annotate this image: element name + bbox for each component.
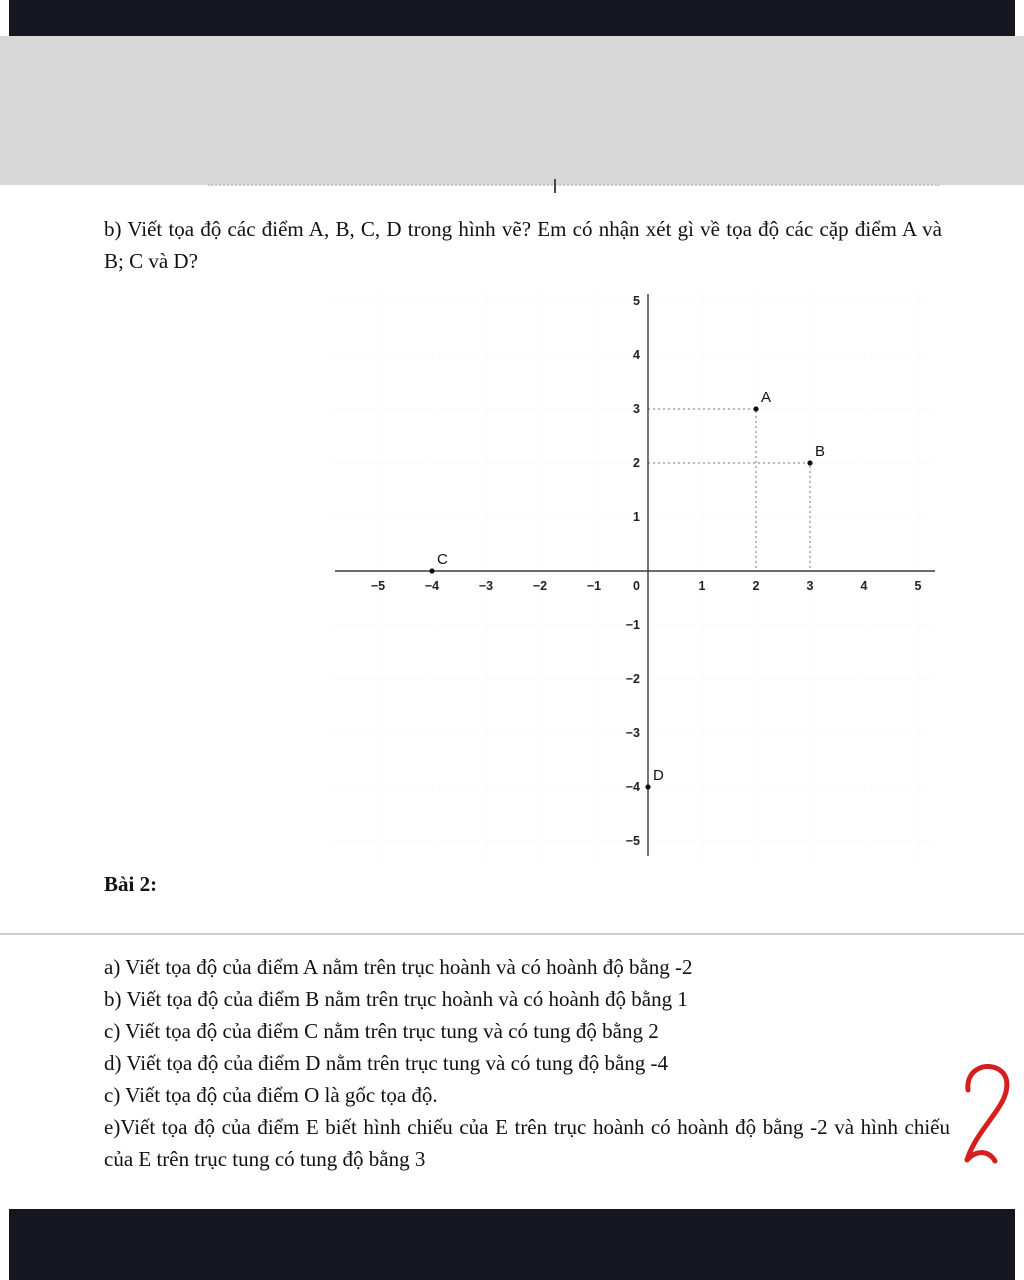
exercise-2-list [104, 951, 950, 1175]
top-bar [9, 0, 1015, 36]
x-tick-label: −4 [424, 579, 440, 593]
point-C [429, 568, 434, 573]
ruler-center-tick [554, 179, 556, 193]
point-label-B: B [815, 443, 826, 460]
y-tick-label: 3 [633, 402, 640, 416]
handwritten-mark-2 [958, 1060, 1020, 1172]
x-tick-label: 3 [806, 579, 814, 593]
exercise-item-c: c) Viết tọa độ của điểm C nằm trên trục tung và có tung độ bằng 2 [104, 1019, 659, 1043]
handwritten-mark-2-path [967, 1066, 1007, 1161]
point-label-D: D [653, 767, 664, 784]
y-tick-label: −3 [625, 726, 640, 740]
x-tick-label: 1 [698, 579, 706, 593]
origin-label: 0 [633, 579, 640, 593]
y-tick-label: 2 [633, 456, 640, 470]
exercise-item-d: d) Viết tọa độ của điểm D nằm trên trục tung và có tung độ bằng -4 [104, 1051, 669, 1075]
exercise-item-b: b) Viết tọa độ của điểm B nằm trên trục hoành và có hoành độ bằng 1 [104, 987, 688, 1011]
y-tick-label: −1 [625, 618, 640, 632]
x-tick-label: 2 [752, 579, 760, 593]
bai-2-heading: Bài 2: [104, 872, 158, 896]
y-tick-label: −5 [625, 834, 640, 848]
y-tick-label: −4 [625, 780, 640, 794]
question-b-text: b) Viết tọa độ các điểm A, B, C, D trong hình vẽ? Em có nhận xét gì về tọa độ các cặp điểm A và B; C và D? [104, 217, 942, 273]
exercise-item-c2: c) Viết tọa độ của điểm O là gốc tọa độ. [104, 1083, 438, 1107]
x-tick-label: 4 [860, 579, 868, 593]
y-tick-label: 4 [633, 348, 640, 362]
point-label-C: C [437, 551, 448, 568]
point-D [645, 784, 650, 789]
x-tick-label: −5 [370, 579, 386, 593]
x-tick-label: 5 [914, 579, 922, 593]
x-tick-label: −2 [532, 579, 548, 593]
projection-guide-B [648, 463, 810, 571]
y-tick-label: 1 [633, 510, 640, 524]
page-divider [0, 933, 1024, 935]
y-tick-label: 5 [633, 294, 640, 308]
y-tick-label: −2 [625, 672, 640, 686]
point-label-A: A [761, 389, 772, 406]
x-tick-label: −3 [478, 579, 494, 593]
x-tick-label: −1 [586, 579, 602, 593]
ruler-dotted-line [208, 184, 940, 186]
point-A [753, 406, 758, 411]
exercise-item-e: e)Viết tọa độ của điểm E biết hình chiếu của E trên trục hoành có hoành độ bằng -2 và hình chiếu của E trên trục tung có tung độ bằng 3 [104, 1115, 950, 1171]
point-B [807, 460, 812, 465]
bottom-bar [9, 1209, 1015, 1280]
coordinate-plane [335, 290, 935, 862]
coordinate-plane-svg [335, 290, 935, 862]
document-margin-band [0, 36, 1024, 185]
exercise-item-a: a) Viết tọa độ của điểm A nằm trên trục hoành và có hoành độ bằng -2 [104, 955, 693, 979]
